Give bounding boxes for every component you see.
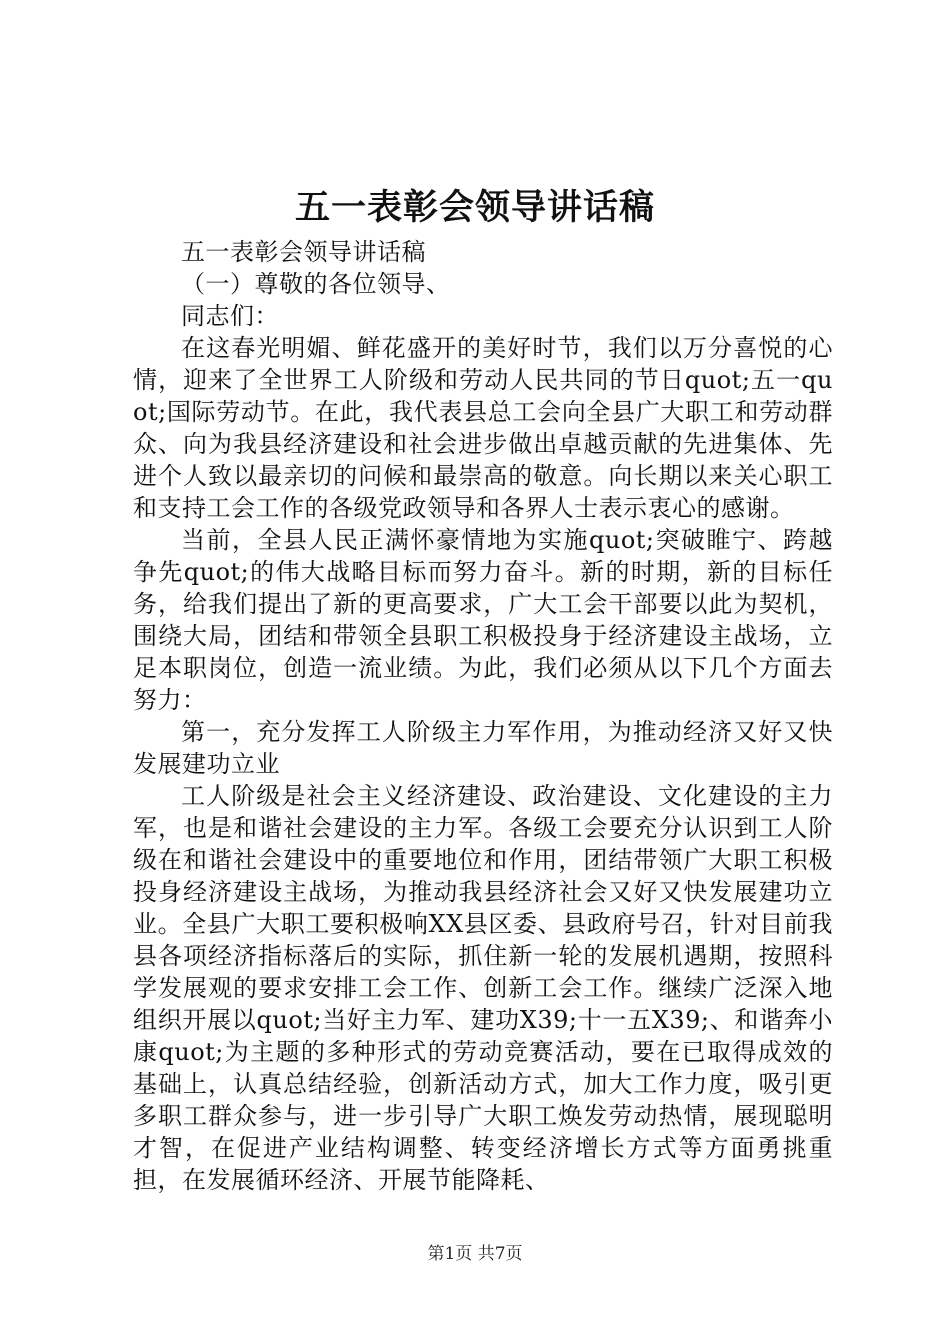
paragraph-section-marker: （一）尊敬的各位领导、 (181, 270, 451, 298)
paragraph-salutation: 同志们： (181, 302, 279, 330)
page-footer: 第1页 共7页 (427, 1244, 523, 1264)
document-title: 五一表彰会领导讲话稿 (294, 187, 655, 228)
paragraph-current-situation: 当前，全县人民正满怀豪情地为实施quot;突破睢宁、跨越争先quot;的伟大战略目标而努力奋斗。新的时期，新的目标任务，给我们提出了新的更高要求，广大工会干部要以此为契机，围绕大局，团结和带领全县职工积极投身于经济建设主战场，立足本职岗位，创造一流业绩。为此，我们必须从以下几个方面去努力： (133, 526, 833, 714)
document-body (133, 236, 833, 1196)
paragraph-point-one-heading: 第一，充分发挥工人阶级主力军作用，为推动经济又好又快发展建功立业 (133, 718, 833, 778)
paragraph-opening: 在这春光明媚、鲜花盛开的美好时节，我们以万分喜悦的心情，迎来了全世界工人阶级和劳动人民共同的节日quot;五一quot;国际劳动节。在此，我代表县总工会向全县广大职工和劳动群众、向为我县经济建设和社会进步做出卓越贡献的先进集体、先进个人致以最亲切的问候和最崇高的敬意。向长期以来关心职工和支持工会工作的各级党政领导和各界人士表示衷心的感谢。 (133, 334, 833, 522)
paragraph-point-one-body: 工人阶级是社会主义经济建设、政治建设、文化建设的主力军，也是和谐社会建设的主力军。各级工会要充分认识到工人阶级在和谐社会建设中的重要地位和作用，团结带领广大职工积极投身经济建设主战场，为推动我县经济社会又好又快发展建功立业。全县广大职工要积极响XX县区委、县政府号召，针对目前我县各项经济指标落后的实际，抓住新一轮的发展机遇期，按照科学发展观的要求安排工会工作、创新工会工作。继续广泛深入地组织开展以quot;当好主力军、建功X39;十一五X39;、和谐奔小康quot;为主题的多种形式的劳动竞赛活动，要在已取得成效的基础上，认真总结经验，创新活动方式，加大工作力度，吸引更多职工群众参与，进一步引导广大职工焕发劳动热情，展现聪明才智，在促进产业结构调整、转变经济增长方式等方面勇挑重担，在发展循环经济、开展节能降耗、 (133, 782, 833, 1194)
paragraph-subtitle: 五一表彰会领导讲话稿 (181, 238, 426, 266)
